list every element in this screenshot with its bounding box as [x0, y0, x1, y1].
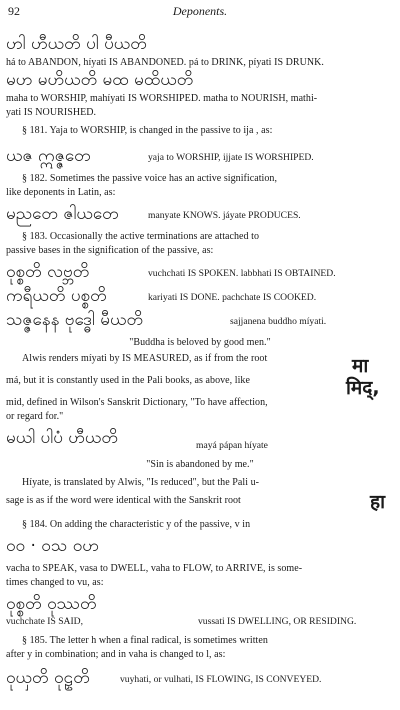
quotation: "Buddha is beloved by good men.": [129, 337, 271, 348]
burmese-script-line: ကရီယတိ ပစ္စတိ: [6, 286, 107, 306]
running-title: Deponents.: [172, 4, 228, 18]
burmese-script-line: ဝဝ · ဝသ ဝဟ: [6, 536, 99, 556]
gloss-line: vuchchate IS SAID,: [6, 616, 83, 627]
text-line: after y in combination; and in vaha is changed to l, as:: [6, 649, 226, 660]
text-line: vacha to SPEAK, vasa to DWELL, vaha to FLOW, to ARRIVE, is some-: [6, 563, 303, 574]
gloss-line: vuyhati, or vulhati, IS FLOWING, IS CONVEYED.: [120, 674, 322, 685]
section-185: § 185. The letter h when a final radical, is sometimes written: [22, 635, 268, 646]
burmese-script-line: ဟါ ဟီယတိ ပါ ပီယတိ: [6, 34, 147, 54]
text-line: Híyate, is translated by Alwis, "Is reduced", but the Pali u-: [22, 477, 259, 488]
gloss-line: sajjanena buddho míyati.: [230, 316, 327, 327]
gloss-line: manyate KNOWS. jáyate PRODUCES.: [148, 210, 301, 221]
text-line: sage is as if the word were identical with the Sanskrit root: [6, 495, 241, 506]
burmese-script-line: မညတေ ဇါယတေ: [6, 204, 119, 224]
text-line: má, but it is constantly used in the Pali books, as above, like: [6, 375, 250, 386]
section-181: § 181. Yaja to WORSHIP, is changed in the passive to ija , as:: [22, 125, 273, 136]
burmese-script-line: ဝုယှတိ ဝုဠှတိ: [6, 668, 90, 688]
burmese-script-line: ဝုစ္စတိ လဗ္ဘတိ: [6, 262, 90, 282]
burmese-script-line: မဟ မဟိယတိ မထ မထိယတိ: [6, 70, 194, 90]
gloss-line: mayá pápan híyate: [196, 440, 268, 451]
burmese-script-line: မယါ ပါပံ ဟီယတိ: [6, 428, 118, 448]
burmese-script-line: သဇ္ဇနေန ဗုဒ္ဓေါ မီယတိ: [6, 310, 144, 330]
burmese-script-line: ဝုစ္စတိ ဝုဿတိ: [6, 594, 97, 614]
text-line: times changed to vu, as:: [6, 577, 104, 588]
text-line: maha to WORSHIP, mahíyati IS WORSHIPED. matha to NOURISH, mathi-: [6, 93, 318, 104]
text-line: há to ABANDON, híyati IS ABANDONED. pá to DRINK, píyati IS DRUNK.: [6, 57, 324, 68]
page-number: 92: [8, 4, 20, 18]
text-line: like deponents in Latin, as:: [6, 187, 116, 198]
text-line: mid, defined in Wilson's Sanskrit Dictionary, "To have affection,: [6, 397, 268, 408]
page-header: [8, 4, 392, 20]
section-183: § 183. Occasionally the active terminations are attached to: [22, 231, 260, 242]
devanagari-ha: हा: [370, 491, 386, 513]
section-184: § 184. On adding the characteristic y of the passive, v in: [22, 519, 251, 530]
gloss-line: yaja to WORSHIP, ijjate IS WORSHIPED.: [148, 152, 314, 163]
gloss-line: vuchchati IS SPOKEN. labbhati IS OBTAINED.: [148, 268, 336, 279]
text-line: Alwis renders míyati by IS MEASURED, as if from the root: [22, 353, 268, 364]
text-line: yati IS NOURISHED.: [6, 107, 97, 118]
gloss-line: kariyati IS DONE. pachchate IS COOKED.: [148, 292, 317, 303]
text-line: or regard for.": [6, 411, 64, 422]
section-182: § 182. Sometimes the passive voice has an active signification,: [22, 173, 278, 184]
gloss-line: vussati IS DWELLING, OR RESIDING.: [198, 616, 357, 627]
devanagari-mid: मिद्,: [346, 377, 380, 399]
burmese-script-line: ယဇ ဣဇ္ဇတေ: [6, 146, 91, 166]
devanagari-ma: मा: [352, 355, 369, 377]
text-line: passive bases in the signification of the passive, as:: [6, 245, 214, 256]
quotation: "Sin is abandoned by me.": [146, 459, 254, 470]
